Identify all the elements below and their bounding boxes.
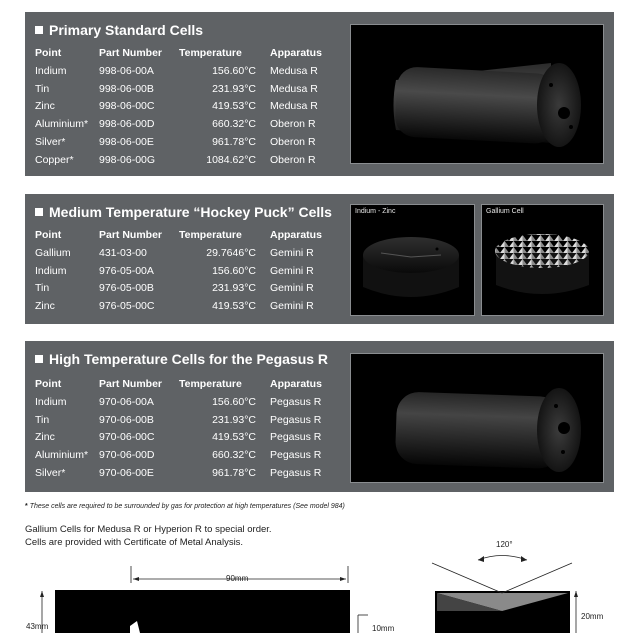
cell-part-number: 431-03-00	[99, 246, 147, 259]
cell-temperature: 156.60°C	[212, 264, 256, 277]
table-header-row	[35, 375, 340, 393]
cell-part-number: 976-05-00B	[99, 282, 154, 295]
cell-temperature: 231.93°C	[212, 82, 256, 95]
gallium-cell-image	[481, 204, 604, 316]
cell-part-number: 976-05-00C	[99, 300, 155, 313]
cell-apparatus: Gemini R	[270, 282, 314, 295]
cell-temperature: 1084.62°C	[206, 153, 256, 166]
cell-apparatus: Oberon R	[270, 118, 316, 131]
col-point: Point	[35, 229, 62, 241]
primary-cell-image	[350, 24, 604, 164]
angle-arc	[478, 556, 527, 561]
image-caption: Indium - Zinc	[355, 208, 396, 215]
table-row	[35, 464, 340, 482]
col-apparatus: Apparatus	[270, 378, 322, 390]
table-row	[35, 262, 340, 280]
cell-temperature: 961.78°C	[212, 136, 256, 149]
cell-apparatus: Pegasus R	[270, 395, 322, 408]
table-row	[35, 244, 340, 262]
cell-temperature: 156.60°C	[212, 395, 256, 408]
cell-point: Silver*	[35, 136, 66, 149]
table-row	[35, 151, 340, 169]
hockey-puck-icon	[351, 205, 474, 315]
cell-part-number: 998-06-00C	[99, 100, 155, 113]
high-temperature-panel	[25, 341, 614, 492]
table-row	[35, 393, 340, 411]
cell-temperature: 419.53°C	[212, 300, 256, 313]
cell-part-number: 970-06-00A	[99, 395, 154, 408]
col-temperature: Temperature	[179, 47, 242, 59]
cell-part-number: 970-06-00C	[99, 431, 155, 444]
cell-part-number: 970-06-00E	[99, 467, 154, 480]
table-row	[35, 411, 340, 429]
cell-part-number: 970-06-00D	[99, 449, 155, 462]
cell-point: Indium	[35, 395, 67, 408]
cell-point: Tin	[35, 282, 50, 295]
cell-apparatus: Medusa R	[270, 100, 318, 113]
table-row	[35, 446, 340, 464]
cell-point: Zinc	[35, 431, 55, 444]
hockey-puck-panel	[25, 194, 614, 324]
info-line-certificate: Cells are provided with Certificate of Metal Analysis.	[25, 537, 244, 548]
col-apparatus: Apparatus	[270, 229, 322, 241]
cell-part-number: 998-06-00E	[99, 136, 154, 149]
table-row	[35, 280, 340, 298]
cell-temperature: 231.93°C	[212, 413, 256, 426]
cell-temperature: 231.93°C	[212, 282, 256, 295]
table-header-row	[35, 44, 340, 62]
cylinder-cell-icon	[351, 354, 603, 482]
table-row	[35, 98, 340, 116]
cell-point: Aluminium*	[35, 449, 89, 462]
cell-point: Tin	[35, 82, 50, 95]
cell-apparatus: Medusa R	[270, 64, 318, 77]
cell-temperature: 156.60°C	[212, 64, 256, 77]
cell-temperature: 419.53°C	[212, 100, 256, 113]
dimension-diameter-label: 43mm	[26, 622, 49, 631]
dimension-angle-label: 120°	[496, 540, 513, 549]
table-row	[35, 429, 340, 447]
cell-part-number: 976-05-00A	[99, 264, 154, 277]
cell-side-view	[55, 590, 350, 633]
cell-apparatus: Pegasus R	[270, 449, 322, 462]
cell-point: Zinc	[35, 300, 55, 313]
col-apparatus: Apparatus	[270, 47, 322, 59]
info-line-gallium: Gallium Cells for Medusa R or Hyperion R to special order.	[25, 524, 272, 535]
col-point: Point	[35, 47, 62, 59]
dimension-height-label: 20mm	[581, 612, 604, 621]
indium-zinc-image	[350, 204, 475, 316]
cylinder-cell-icon	[351, 25, 603, 163]
hockey-puck-table	[35, 226, 340, 315]
cell-apparatus: Gemini R	[270, 300, 314, 313]
cell-apparatus: Gemini R	[270, 246, 314, 259]
cell-part-number: 998-06-00A	[99, 64, 154, 77]
table-row	[35, 133, 340, 151]
col-part-number: Part Number	[99, 229, 163, 241]
cell-temperature: 961.78°C	[212, 467, 256, 480]
col-temperature: Temperature	[179, 378, 242, 390]
cell-temperature: 660.32°C	[212, 449, 256, 462]
table-row	[35, 80, 340, 98]
panel-title: High Temperature Cells for the Pegasus R	[35, 351, 328, 367]
cell-part-number: 998-06-00D	[99, 118, 155, 131]
table-header-row	[35, 226, 340, 244]
panel-title: Medium Temperature “Hockey Puck” Cells	[35, 204, 332, 220]
table-row	[35, 115, 340, 133]
cell-point: Indium	[35, 64, 67, 77]
cell-part-number: 998-06-00G	[99, 153, 156, 166]
table-row	[35, 297, 340, 315]
cell-temperature: 29.7646°C	[206, 246, 256, 259]
image-caption: Gallium Cell	[486, 208, 524, 215]
cell-apparatus: Pegasus R	[270, 467, 322, 480]
cell-apparatus: Gemini R	[270, 264, 314, 277]
high-temperature-table	[35, 375, 340, 482]
pegasus-cell-image	[350, 353, 604, 483]
cell-apparatus: Oberon R	[270, 153, 316, 166]
cell-point: Zinc	[35, 100, 55, 113]
gallium-cell-icon	[482, 205, 603, 315]
cell-apparatus: Medusa R	[270, 82, 318, 95]
cell-part-number: 970-06-00B	[99, 413, 154, 426]
cell-part-number: 998-06-00B	[99, 82, 154, 95]
cell-point: Tin	[35, 413, 50, 426]
col-temperature: Temperature	[179, 229, 242, 241]
cell-temperature: 660.32°C	[212, 118, 256, 131]
panel-title: Primary Standard Cells	[35, 22, 203, 38]
cell-apparatus: Pegasus R	[270, 413, 322, 426]
cell-point: Silver*	[35, 467, 66, 480]
col-part-number: Part Number	[99, 47, 163, 59]
cell-apparatus: Pegasus R	[270, 431, 322, 444]
table-row	[35, 62, 340, 80]
cell-point: Copper*	[35, 153, 74, 166]
col-point: Point	[35, 378, 62, 390]
cell-point: Aluminium*	[35, 118, 89, 131]
dimension-well-label: 10mm	[372, 624, 395, 633]
cell-point: Gallium	[35, 246, 71, 259]
col-part-number: Part Number	[99, 378, 163, 390]
primary-cells-panel	[25, 12, 614, 176]
dimension-length-label: 90mm	[226, 574, 249, 583]
cell-apparatus: Oberon R	[270, 136, 316, 149]
cell-point: Indium	[35, 264, 67, 277]
primary-cells-table	[35, 44, 340, 169]
cell-temperature: 419.53°C	[212, 431, 256, 444]
dimension-drawings	[0, 553, 633, 633]
footnote: * These cells are required to be surrounded by gas for protection at high temperatures (See model 984)	[25, 503, 345, 510]
